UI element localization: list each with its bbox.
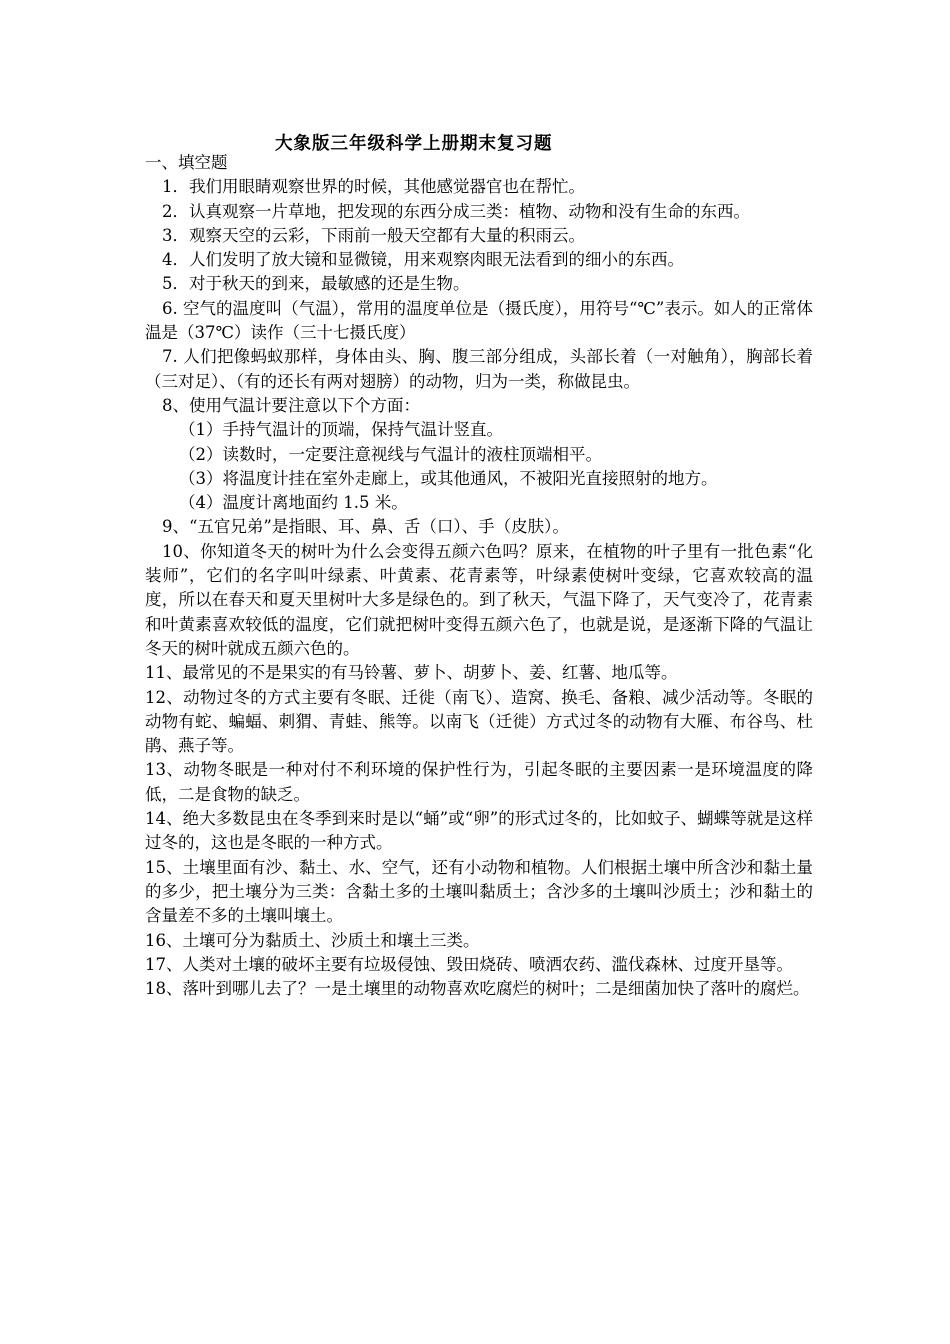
section-heading: 一、填空题 (145, 153, 228, 172)
question-17: 17、人类对土壤的破坏主要有垃圾侵蚀、毁田烧砖、喷洒农药、滥伐森林、过度开垦等。 (145, 954, 793, 974)
question-7: 7. 人们把像蚂蚁那样，身体由头、胸、腹三部分组成，头部长着（一对触角），胸部长着（三对足）、（有的还长有两对翅膀）的动物，归为一类，称做昆虫。 (145, 347, 813, 391)
question-5: 5．对于秋天的到来，最敏感的还是生物。 (162, 274, 470, 294)
question-15: 15、土壤里面有沙、黏土、水、空气，还有小动物和植物。人们根据土壤中所含沙和黏土量的多少，把土壤分为三类：含黏土多的土壤叫黏质土；含沙多的土壤叫沙质土；沙和黏土的含量差不多的土壤叫壤土。 (145, 857, 813, 926)
question-9: 9、“五官兄弟”是指眼、耳、鼻、舌（口）、手（皮肤）。 (162, 517, 569, 537)
question-8-item-2: （2）读数时，一定要注意视线与气温计的液柱顶端相平。 (179, 444, 602, 464)
document-title: 大象版三年级科学上册期末复习题 (275, 134, 553, 154)
question-14: 14、绝大多数昆虫在冬季到来时是以“蛹”或“卵”的形式过冬的，比如蚊子、蝴蝶等就是这样过冬的，这也是冬眠的一种方式。 (145, 809, 813, 853)
question-10: 10、你知道冬天的树叶为什么会变得五颜六色吗？原来，在植物的叶子里有一批色素“化装师”，它们的名字叫叶绿素、叶黄素、花青素等，叶绿素使树叶变绿，它喜欢较高的温度，所以在春天和夏天里树叶大多是绿色的。到了秋天，气温下降了，天气变冷了，花青素和叶黄素喜欢较低的温度，它们就把树叶变得五颜六色了，也就是说，是逐渐下降的气温让冬天的树叶就成五颜六色的。 (145, 541, 813, 658)
question-16: 16、土壤可分为黏质土、沙质土和壤土三类。 (145, 930, 480, 950)
question-6: 6. 空气的温度叫（气温），常用的温度单位是（摄氏度），用符号“℃”表示。如人的正常体温是（37℃）读作（三十七摄氏度） (145, 298, 813, 343)
question-4: 4．人们发明了放大镜和显微镜，用来观察肉眼无法看到的细小的东西。 (162, 250, 684, 270)
question-8-item-3: （3）将温度计挂在室外走廊上，或其他通风，不被阳光直接照射的地方。 (179, 468, 718, 488)
question-2: 2．认真观察一片草地，把发现的东西分成三类：植物、动物和没有生命的东西。 (162, 201, 750, 221)
question-3: 3．观察天空的云彩，下雨前一般天空都有大量的积雨云。 (162, 225, 585, 245)
question-11: 11、最常见的不是果实的有马铃薯、萝卜、胡萝卜、姜、红薯、地瓜等。 (145, 663, 678, 683)
question-12: 12、动物过冬的方式主要有冬眠、迁徙（南飞）、造窝、换毛、备粮、减少活动等。冬眠的动物有蛇、蝙蝠、刺猬、青蛙、熊等。以南飞（迁徙）方式过冬的动物有大雁、布谷鸟、杜鹃、燕子等。 (145, 687, 813, 756)
question-8: 8、使用气温计要注意以下个方面： (162, 395, 420, 415)
question-8-item-1: （1）手持气温计的顶端，保持气温计竖直。 (179, 420, 503, 440)
question-8-item-4: （4）温度计离地面约 1.5 米。 (179, 493, 408, 513)
question-18: 18、落叶到哪儿去了？一是土壤里的动物喜欢吃腐烂的树叶；二是细菌加快了落叶的腐烂。 (145, 979, 810, 999)
document-body (145, 151, 813, 1001)
question-13: 13、动物冬眠是一种对付不利环境的保护性行为，引起冬眠的主要因素一是环境温度的降低，二是食物的缺乏。 (145, 760, 813, 804)
question-1: 1．我们用眼睛观察世界的时候，其他感觉器官也在帮忙。 (162, 177, 585, 197)
